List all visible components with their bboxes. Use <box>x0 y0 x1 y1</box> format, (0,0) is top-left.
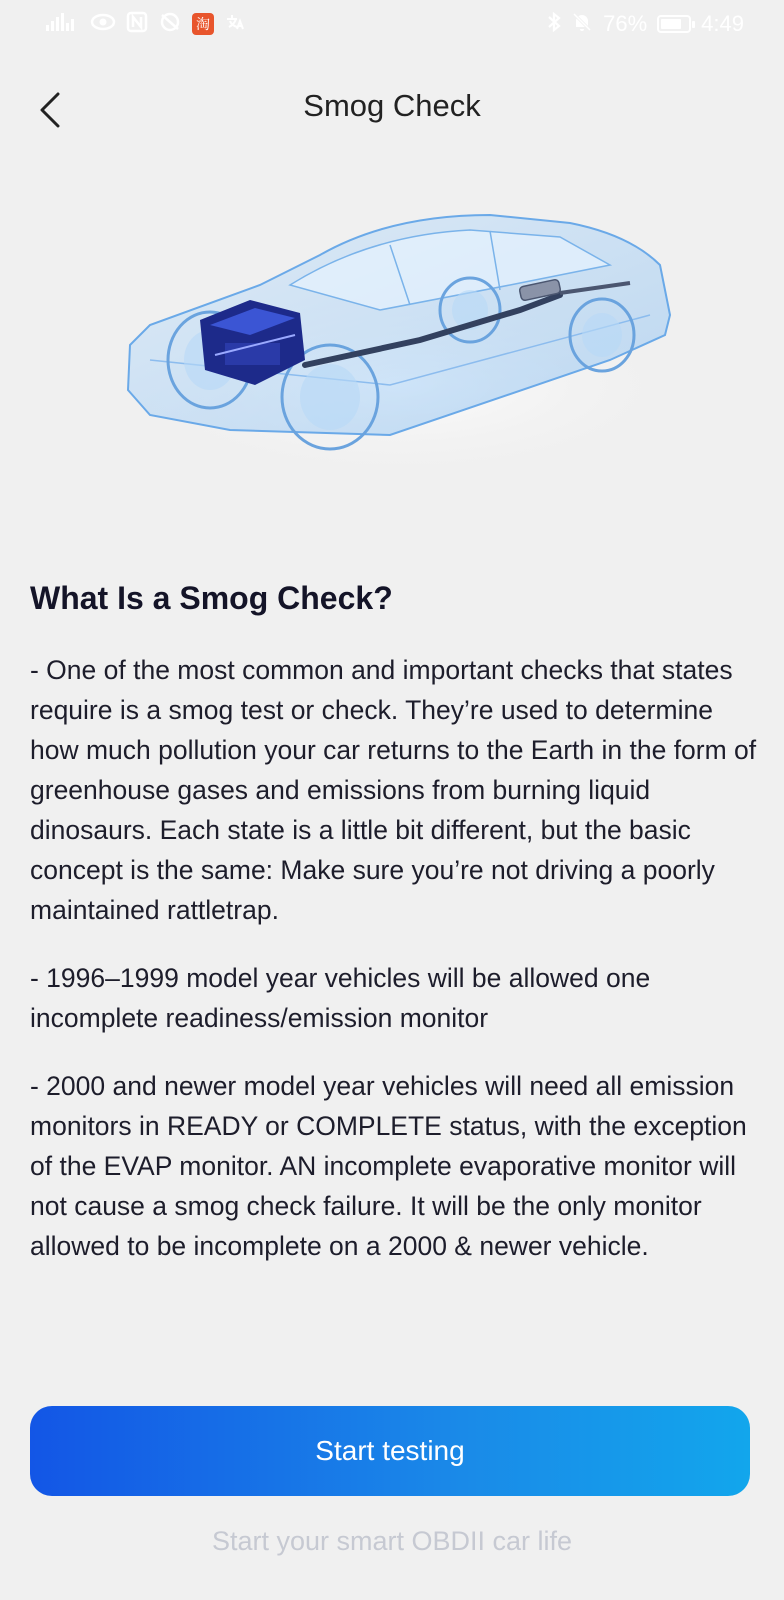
signal-icon <box>46 11 80 37</box>
status-bar <box>0 0 784 48</box>
nfc-icon <box>126 11 148 37</box>
bell-off-icon <box>571 11 593 37</box>
translate-icon <box>224 11 246 37</box>
eye-icon <box>90 11 116 37</box>
status-time: 4:49 <box>701 11 744 36</box>
battery-fill <box>661 19 681 29</box>
description-paragraph-2: - 1996–1999 model year vehicles will be allowed one incomplete readiness/emission monitor <box>30 963 651 1033</box>
car-illustration <box>90 185 710 495</box>
description-text <box>30 650 760 1294</box>
tagline: Start your smart OBDII car life <box>211 1526 573 1556</box>
section-title: What Is a Smog Check? <box>30 580 393 616</box>
description-paragraph-3: - 2000 and newer model year vehicles will need all emission monitors in READY or COMPLETE status, with the exception of the EVAP monitor. AN incomplete evaporative monitor will not cause a smog check failure. It will be the only monitor allowed to be incomplete on a 2000 & newer vehicle. <box>30 1071 747 1261</box>
status-bar-left <box>46 11 246 37</box>
page-title: Smog Check <box>303 88 481 123</box>
app-header <box>0 70 784 150</box>
transparent-car-icon <box>90 185 710 495</box>
taobao-app-icon: 淘 <box>192 13 214 35</box>
description-paragraph-1: - One of the most common and important checks that states require is a smog test or check. They’re used to determine how much pollution your car returns to the Earth in the form of greenhouse gases and emissions from burning liquid dinosaurs. Each state is a little bit different, but the basic concept is the same: Make sure you’re not driving a poorly maintained rattletrap. <box>30 655 757 925</box>
battery-icon <box>657 15 691 33</box>
start-testing-button[interactable]: Start testing <box>30 1406 750 1496</box>
bluetooth-icon <box>547 11 561 37</box>
notification-icon <box>158 11 182 37</box>
status-bar-right <box>547 11 744 37</box>
battery-percent: 76% <box>603 11 648 36</box>
